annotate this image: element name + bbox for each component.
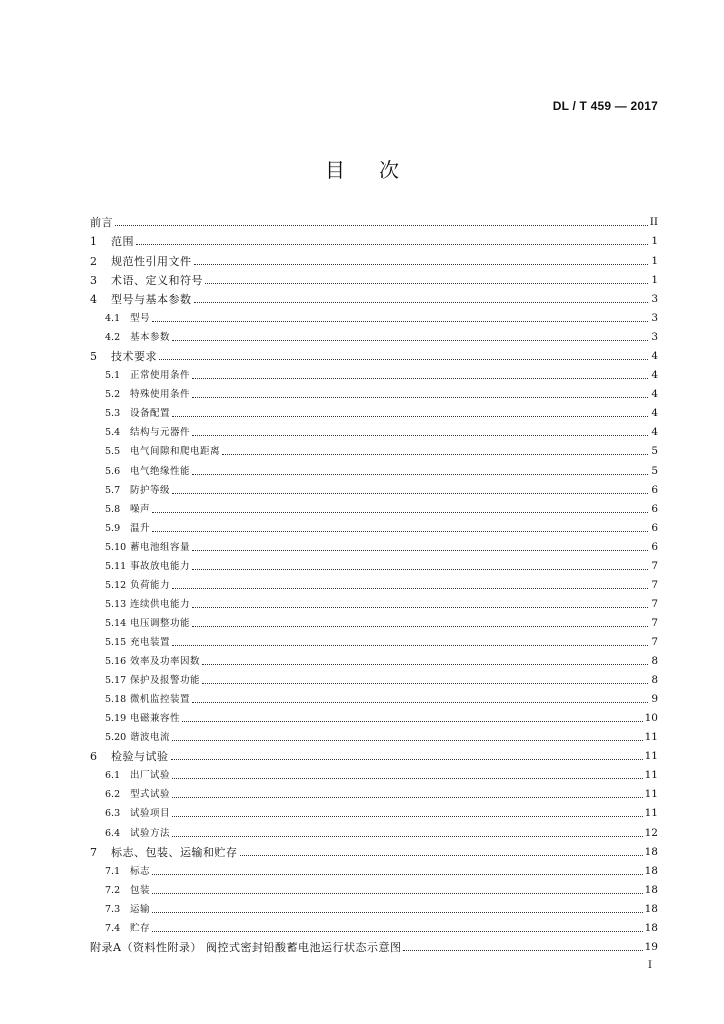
toc-entry-number: 6.3 (105, 808, 121, 820)
toc-entry-title: 检验与试验 (111, 750, 169, 764)
toc-entry-title: 附录A（资料性附录） 阀控式密封铅酸蓄电池运行状态示意图 (90, 941, 402, 955)
toc-leader-dots (205, 282, 648, 284)
toc-entry[interactable] (90, 820, 658, 839)
toc-entry-number: 5.10 (105, 541, 127, 553)
toc-entry-number: 5.9 (105, 522, 121, 534)
toc-entry-title: 范围 (111, 235, 134, 249)
toc-entry[interactable] (90, 782, 658, 801)
toc-entry-title: 充电装置 (130, 636, 171, 648)
toc-entry-page: 4 (651, 407, 658, 420)
toc-leader-dots (403, 949, 642, 951)
toc-entry-title: 型号 (130, 312, 151, 324)
toc-entry-number: 7.2 (105, 884, 121, 896)
toc-entry-page: 7 (651, 578, 658, 591)
document-code: DL / T 459 — 2017 (552, 99, 658, 113)
toc-entry[interactable] (90, 706, 658, 725)
toc-entry[interactable] (90, 840, 658, 859)
toc-entry-number: 5.2 (105, 389, 121, 401)
toc-entry[interactable] (90, 763, 658, 782)
toc-entry[interactable] (90, 516, 658, 535)
toc-entry-number: 5.4 (105, 427, 121, 439)
toc-entry-title: 蓄电池组容量 (130, 541, 191, 553)
toc-entry-title: 特殊使用条件 (130, 389, 191, 401)
toc-entry-number: 5.17 (105, 675, 127, 687)
toc-entry-page: 1 (651, 235, 658, 248)
toc-entry-number: 5.7 (105, 484, 121, 496)
toc-entry-title: 试验方法 (130, 827, 171, 839)
toc-entry-title: 包装 (130, 884, 151, 896)
toc-entry-number: 4.2 (105, 332, 121, 344)
toc-entry-title: 效率及功率因数 (130, 655, 201, 667)
toc-entry-number: 5.12 (105, 579, 127, 591)
toc-entry[interactable] (90, 897, 658, 916)
toc-leader-dots (172, 777, 643, 779)
toc-entry-number: 4.1 (105, 312, 121, 324)
toc-leader-dots (172, 796, 643, 798)
toc-entry-page: 11 (644, 750, 658, 763)
toc-leader-dots (152, 320, 648, 322)
toc-entry[interactable] (90, 878, 658, 897)
toc-leader-dots (152, 892, 643, 894)
toc-entry-title: 试验项目 (130, 808, 171, 820)
toc-entry-page: II (649, 216, 658, 229)
toc-entry-page: 3 (651, 331, 658, 344)
toc-entry-number: 4 (90, 292, 97, 306)
toc-entry-page: 6 (651, 540, 658, 553)
toc-entry-title: 型式试验 (130, 789, 171, 801)
toc-entry-title: 电压调整功能 (130, 617, 191, 629)
toc-entry-number: 7.4 (105, 922, 121, 934)
toc-entry-title: 电气间隙和爬电距离 (130, 446, 221, 458)
toc-entry-title: 谐波电流 (130, 732, 171, 744)
toc-leader-dots (172, 739, 643, 741)
toc-leader-dots (172, 339, 648, 341)
toc-entry-title: 术语、定义和符号 (111, 273, 203, 287)
toc-entry[interactable] (90, 916, 658, 935)
toc-entry-number: 7.1 (105, 865, 121, 877)
toc-entry-title: 电磁兼容性 (130, 713, 181, 725)
toc-entry-page: 7 (651, 559, 658, 572)
toc-entry[interactable] (90, 554, 658, 573)
toc-entry-title: 标志 (130, 865, 151, 877)
toc-leader-dots (222, 453, 648, 455)
page-number: I (648, 960, 652, 971)
toc-entry-number: 5.19 (105, 713, 127, 725)
toc-entry-number: 5.14 (105, 617, 127, 629)
toc-entry[interactable] (90, 344, 658, 363)
toc-entry[interactable] (90, 325, 658, 344)
toc-entry-page: 6 (651, 502, 658, 515)
toc-entry[interactable] (90, 668, 658, 687)
toc-entry-title: 出厂试验 (130, 770, 171, 782)
toc-entry-page: 4 (651, 388, 658, 401)
toc-entry-page: 11 (644, 731, 658, 744)
toc-entry-title: 噪声 (130, 503, 151, 515)
toc-leader-dots (152, 530, 648, 532)
toc-leader-dots (192, 434, 648, 436)
toc-leader-dots (172, 835, 643, 837)
toc-entry-number: 6.1 (105, 770, 121, 782)
toc-entry-title: 设备配置 (130, 408, 171, 420)
toc-leader-dots (192, 396, 648, 398)
table-of-contents (90, 210, 658, 954)
toc-entry[interactable] (90, 592, 658, 611)
toc-entry-page: 18 (644, 921, 658, 934)
toc-entry-title: 结构与元器件 (130, 427, 191, 439)
toc-leader-dots (192, 606, 648, 608)
toc-entry-title: 电气绝缘性能 (130, 465, 191, 477)
toc-entry-page: 1 (651, 254, 658, 267)
toc-entry-number: 6.2 (105, 789, 121, 801)
toc-leader-dots (171, 758, 643, 760)
toc-entry-number: 5.15 (105, 636, 127, 648)
toc-entry-page: 7 (651, 616, 658, 629)
toc-entry-page: 7 (651, 597, 658, 610)
toc-entry-number: 7.3 (105, 903, 121, 915)
toc-entry[interactable] (90, 439, 658, 458)
toc-entry[interactable] (90, 801, 658, 820)
toc-entry-page: 18 (644, 845, 658, 858)
toc-entry[interactable] (90, 210, 658, 229)
toc-entry-title: 基本参数 (130, 332, 171, 344)
toc-entry-page: 8 (651, 674, 658, 687)
toc-entry-number: 5.3 (105, 408, 121, 420)
toc-entry-page: 4 (651, 369, 658, 382)
toc-entry[interactable] (90, 478, 658, 497)
toc-entry[interactable] (90, 458, 658, 477)
toc-entry-title: 事故放电能力 (130, 560, 191, 572)
toc-entry[interactable] (90, 363, 658, 382)
toc-entry-title: 技术要求 (111, 350, 157, 364)
toc-entry-page: 10 (644, 712, 658, 725)
toc-entry-page: 1 (651, 273, 658, 286)
toc-entry-title: 规范性引用文件 (111, 254, 192, 268)
toc-entry[interactable] (90, 401, 658, 420)
toc-entry[interactable] (90, 744, 658, 763)
toc-entry[interactable] (90, 630, 658, 649)
toc-entry-number: 6.4 (105, 827, 121, 839)
toc-entry[interactable] (90, 306, 658, 325)
toc-entry-title: 微机监控装置 (130, 694, 191, 706)
toc-entry-number: 5.1 (105, 370, 121, 382)
toc-leader-dots (172, 587, 648, 589)
toc-entry-page: 18 (644, 902, 658, 915)
toc-entry-title: 贮存 (130, 922, 151, 934)
toc-entry-page: 6 (651, 483, 658, 496)
toc-entry-number: 5.11 (105, 560, 127, 572)
toc-entry-page: 6 (651, 521, 658, 534)
toc-entry[interactable] (90, 573, 658, 592)
toc-leader-dots (115, 224, 648, 226)
toc-entry-number: 5.8 (105, 503, 121, 515)
toc-leader-dots (172, 815, 643, 817)
toc-entry-page: 7 (651, 635, 658, 648)
toc-entry-page: 12 (644, 826, 658, 839)
toc-entry-page: 5 (651, 445, 658, 458)
toc-entry[interactable] (90, 935, 658, 954)
toc-entry-page: 3 (651, 292, 658, 305)
toc-entry-title: 负荷能力 (130, 579, 171, 591)
toc-leader-dots (152, 911, 643, 913)
toc-leader-dots (240, 854, 643, 856)
toc-leader-dots (194, 301, 649, 303)
toc-entry-title: 保护及报警功能 (130, 675, 201, 687)
toc-entry-page: 11 (644, 769, 658, 782)
toc-entry-page: 19 (644, 941, 658, 954)
toc-entry[interactable] (90, 248, 658, 267)
toc-entry-page: 18 (644, 883, 658, 896)
toc-entry[interactable] (90, 611, 658, 630)
toc-entry-number: 3 (90, 273, 97, 287)
toc-leader-dots (192, 625, 648, 627)
toc-entry[interactable] (90, 382, 658, 401)
toc-leader-dots (152, 930, 643, 932)
toc-entry-title: 标志、包装、运输和贮存 (111, 845, 238, 859)
toc-entry-title: 连续供电能力 (130, 598, 191, 610)
toc-leader-dots (152, 511, 648, 513)
toc-leader-dots (192, 377, 648, 379)
toc-entry-title: 运输 (130, 903, 151, 915)
toc-entry-number: 5.6 (105, 465, 121, 477)
toc-entry-page: 9 (651, 693, 658, 706)
toc-leader-dots (202, 682, 648, 684)
toc-leader-dots (159, 358, 648, 360)
toc-entry-number: 7 (90, 845, 97, 859)
toc-leader-dots (172, 492, 648, 494)
toc-entry-number: 5.20 (105, 732, 127, 744)
toc-entry[interactable] (90, 268, 658, 287)
toc-entry-page: 4 (651, 426, 658, 439)
toc-entry-title: 防护等级 (130, 484, 171, 496)
toc-entry-page: 3 (651, 311, 658, 324)
toc-entry-page: 8 (651, 654, 658, 667)
toc-entry[interactable] (90, 420, 658, 439)
toc-leader-dots (152, 873, 643, 875)
toc-entry-page: 18 (644, 864, 658, 877)
toc-entry-number: 5 (90, 350, 97, 364)
toc-leader-dots (192, 473, 648, 475)
toc-leader-dots (194, 263, 649, 265)
toc-leader-dots (192, 701, 648, 703)
toc-leader-dots (172, 415, 648, 417)
toc-entry[interactable] (90, 287, 658, 306)
toc-entry-page: 11 (644, 807, 658, 820)
toc-entry-number: 5.13 (105, 598, 127, 610)
toc-leader-dots (182, 720, 643, 722)
toc-entry-title: 型号与基本参数 (111, 292, 192, 306)
toc-entry-number: 5.18 (105, 694, 127, 706)
toc-entry[interactable] (90, 725, 658, 744)
toc-leader-dots (172, 644, 648, 646)
toc-entry[interactable] (90, 535, 658, 554)
toc-leader-dots (192, 549, 648, 551)
toc-entry[interactable] (90, 859, 658, 878)
toc-entry[interactable] (90, 229, 658, 248)
page-title: 目次 (325, 158, 433, 182)
toc-entry-number: 5.16 (105, 655, 127, 667)
toc-entry-number: 6 (90, 750, 97, 764)
toc-entry-number: 1 (90, 235, 97, 249)
toc-leader-dots (202, 663, 648, 665)
toc-entry[interactable] (90, 687, 658, 706)
toc-entry[interactable] (90, 649, 658, 668)
toc-entry-page: 11 (644, 788, 658, 801)
toc-leader-dots (136, 243, 648, 245)
toc-entry-page: 4 (651, 350, 658, 363)
toc-entry-page: 5 (651, 464, 658, 477)
toc-entry-title: 正常使用条件 (130, 370, 191, 382)
toc-entry[interactable] (90, 497, 658, 516)
toc-entry-title: 温升 (130, 522, 151, 534)
toc-entry-title: 前言 (90, 216, 113, 230)
toc-entry-number: 5.5 (105, 446, 121, 458)
toc-leader-dots (192, 568, 648, 570)
toc-entry-number: 2 (90, 254, 97, 268)
